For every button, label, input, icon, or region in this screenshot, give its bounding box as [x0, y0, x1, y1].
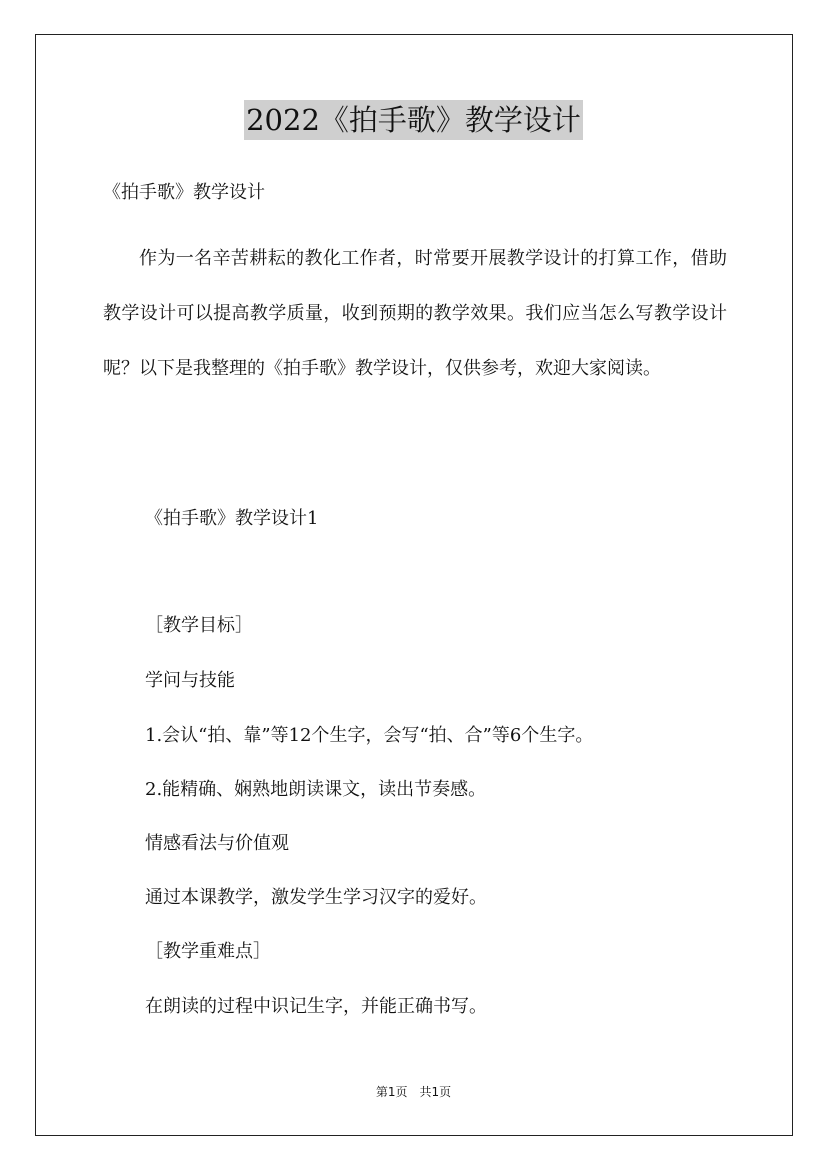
document-title: 2022《拍手歌》教学设计: [244, 100, 583, 140]
goal-item-2: 2.能精确、娴熟地朗读课文，读出节奏感。: [145, 779, 487, 800]
goal-item-1: 1.会认“拍、靠”等12个生字，会写“拍、合”等6个生字。: [145, 725, 594, 746]
design-heading: 《拍手歌》教学设计1: [145, 508, 319, 529]
keypoint-item-1: 在朗读的过程中识记生字，并能正确书写。: [145, 996, 487, 1017]
document-title-wrapper: [0, 100, 827, 140]
section-keypoints: ［教学重难点］: [145, 941, 271, 962]
intro-paragraph: [103, 231, 727, 396]
goal-item-3: 通过本课教学，激发学生学习汉字的爱好。: [145, 887, 487, 908]
emotion-heading: 情感看法与价值观: [145, 833, 289, 854]
skills-heading: 学问与技能: [145, 670, 235, 691]
section-goals: ［教学目标］: [145, 615, 253, 636]
intro-text: 作为一名辛苦耕耘的教化工作者，时常要开展教学设计的打算工作，借助教学设计可以提高教学质量，收到预期的教学效果。我们应当怎么写教学设计呢？以下是我整理的《拍手歌》教学设计，仅供参考，欢迎大家阅读。: [103, 248, 727, 379]
subtitle: 《拍手歌》教学设计: [103, 182, 265, 203]
page-footer: 第1页 共1页: [375, 1085, 452, 1099]
